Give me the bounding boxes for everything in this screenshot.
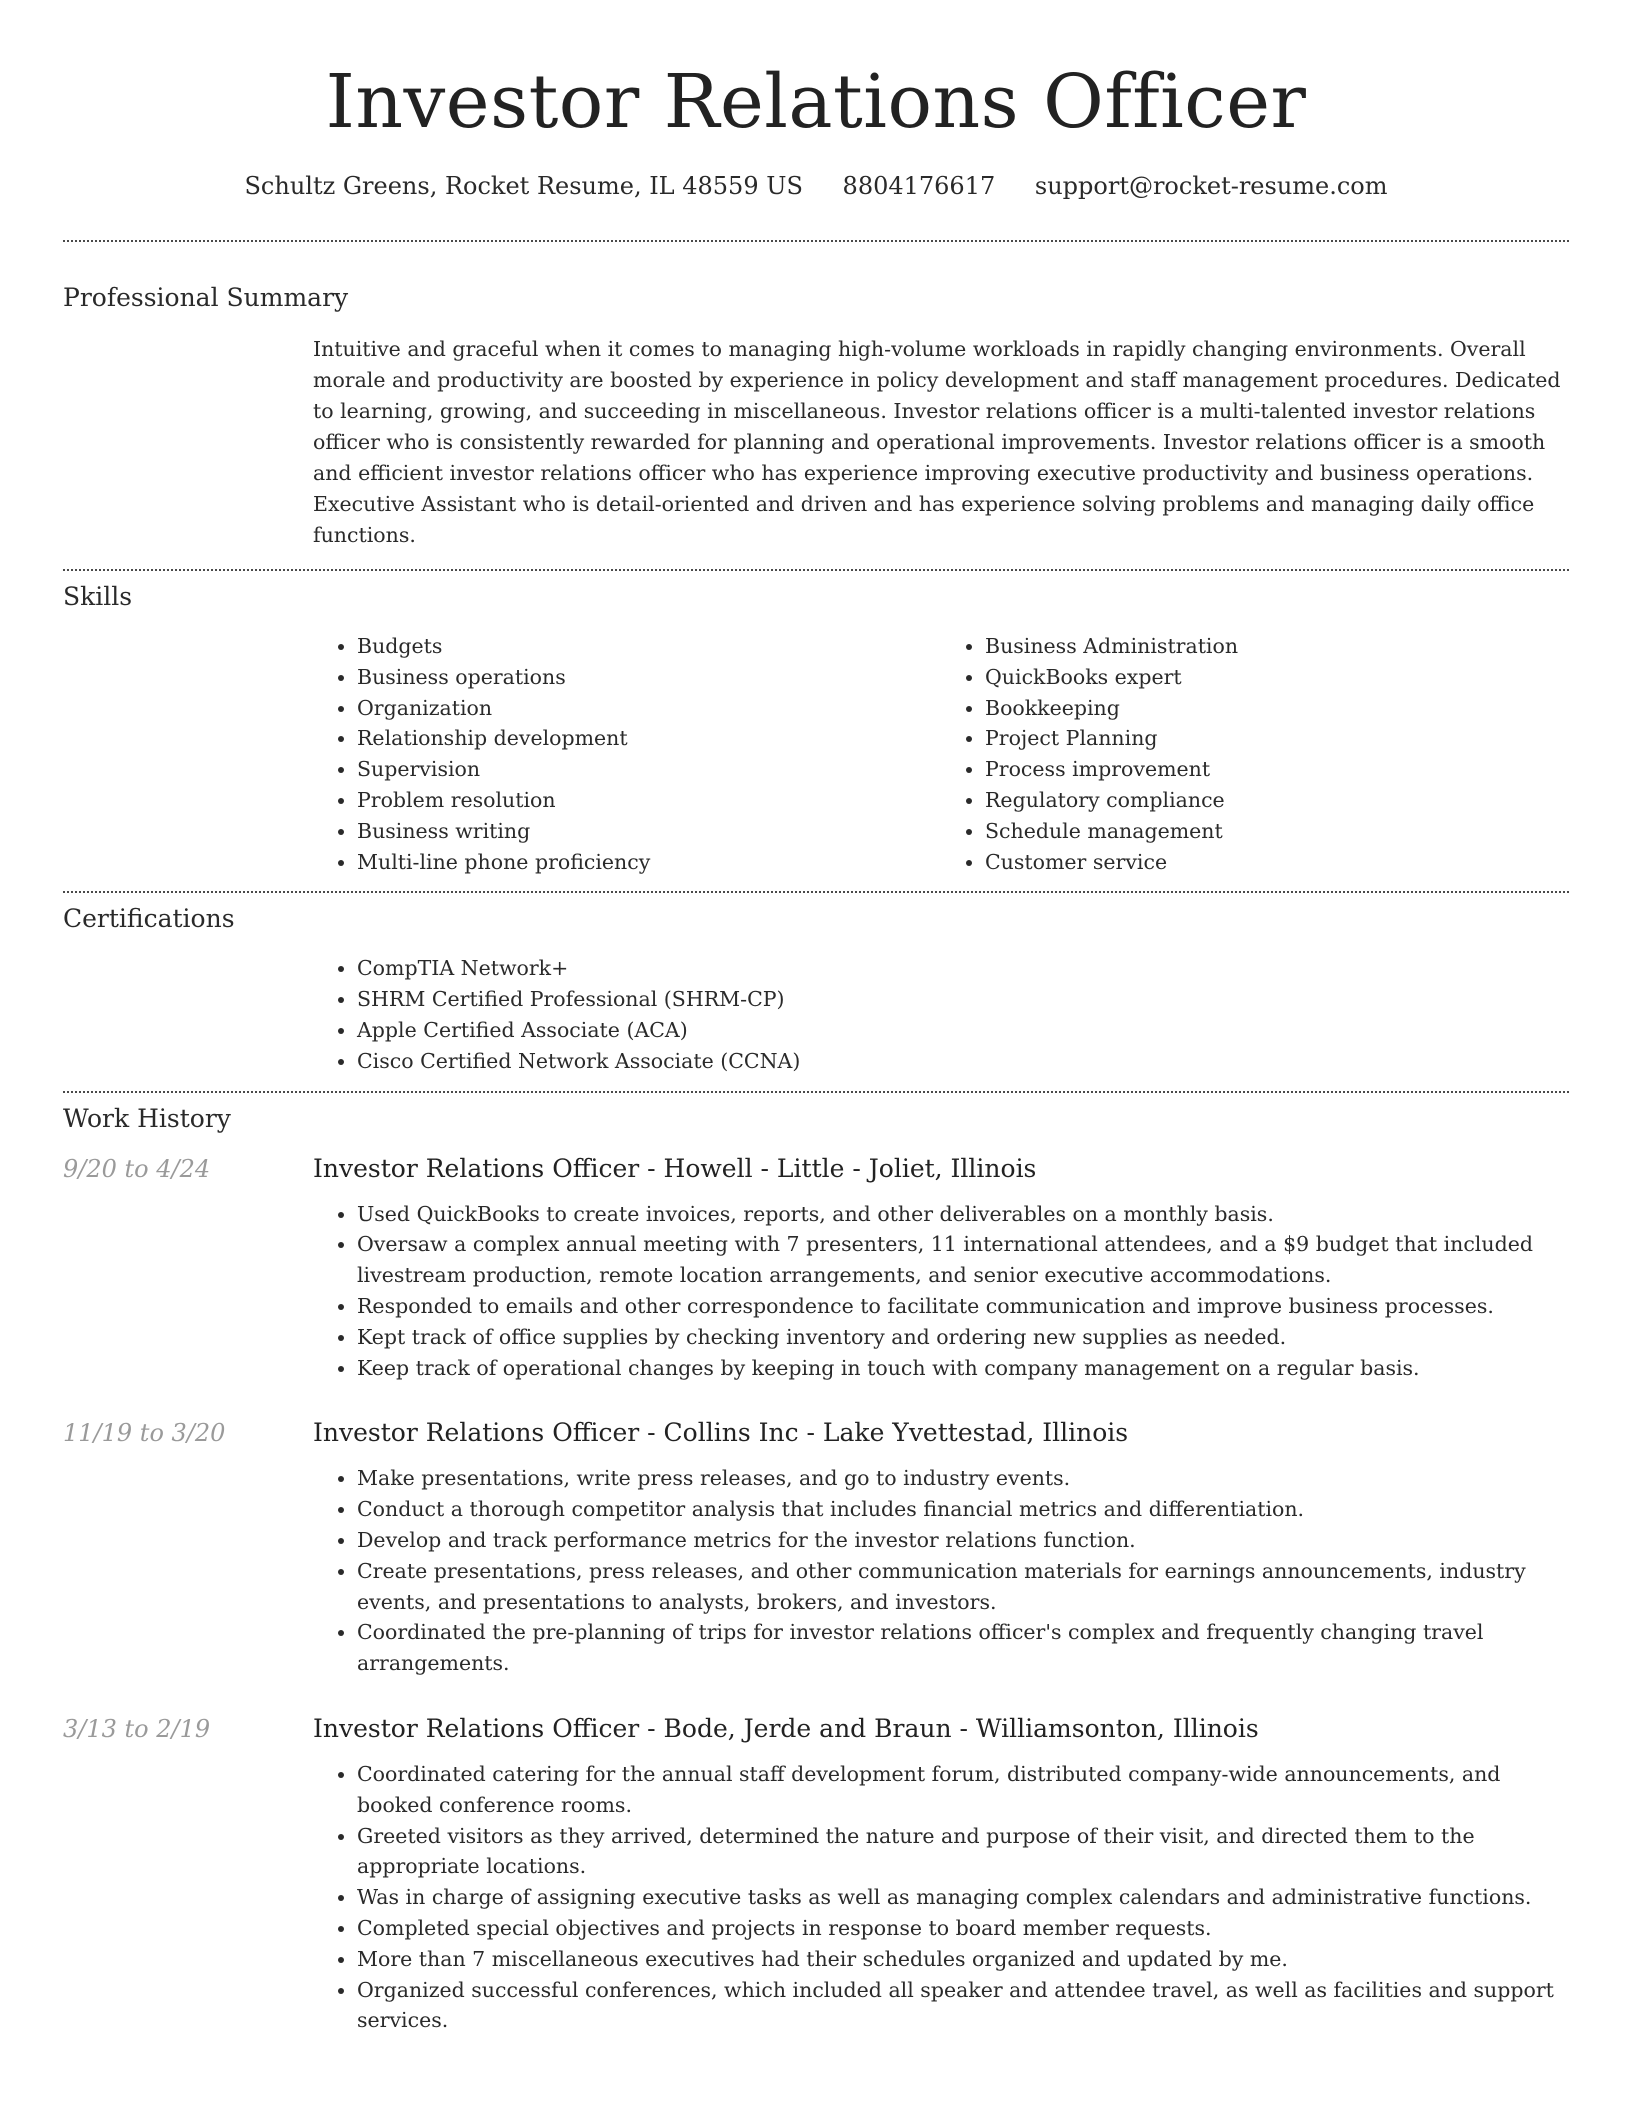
certifications-list [313, 953, 1569, 1090]
skill-item: • Organization [357, 693, 941, 724]
job-bullet: • Coordinated the pre-planning of trips for investor relations officer's complex and frequently changing travel arrangements. [357, 1617, 1569, 1679]
work-title: Work History [63, 1103, 231, 1133]
certification-item: • CompTIA Network+ [357, 953, 1569, 984]
job-dates: 9/20 to 4/24 [63, 1154, 211, 1183]
job-dates: 11/19 to 3/20 [63, 1419, 226, 1448]
skill-item: • Schedule management [985, 816, 1569, 847]
summary-title: Professional Summary [63, 283, 349, 312]
job-bullet: • Responded to emails and other correspondence to facilitate communication and improve business processes. [357, 1291, 1569, 1322]
work-section [63, 1093, 1569, 2037]
job-entry [63, 1713, 1569, 2036]
summary-section [63, 242, 1569, 569]
contact-address: Schultz Greens, Rocket Resume, IL 48559 US [244, 172, 803, 200]
job-list [63, 1153, 1569, 2037]
job-heading: Investor Relations Officer - Bode, Jerde and Braun - Williamsonton, Illinois [313, 1713, 1259, 1743]
skills-title: Skills [63, 582, 133, 611]
job-bullets [313, 1199, 1569, 1384]
job-dates: 3/13 to 2/19 [63, 1714, 211, 1743]
job-bullet: • More than 7 miscellaneous executives had their schedules organized and updated by me. [357, 1944, 1569, 1975]
job-bullets [313, 1759, 1569, 2036]
job-heading: Investor Relations Officer - Collins Inc - Lake Yvettestad, Illinois [313, 1418, 1129, 1448]
skills-section [63, 571, 1569, 891]
skill-item: • Business operations [357, 662, 941, 693]
job-bullet: • Kept track of office supplies by checking inventory and ordering new supplies as needed. [357, 1322, 1569, 1353]
skills-right-list [941, 631, 1569, 877]
job-bullet: • Develop and track performance metrics for the investor relations function. [357, 1525, 1569, 1556]
skill-item: • Process improvement [985, 754, 1569, 785]
skill-item: • Customer service [985, 847, 1569, 878]
job-bullet: • Was in charge of assigning executive tasks as well as managing complex calendars and administrative functions. [357, 1882, 1569, 1913]
skill-item: • Business Administration [985, 631, 1569, 662]
certifications-section [63, 893, 1569, 1090]
skills-left-list [313, 631, 941, 877]
skill-item: • Budgets [357, 631, 941, 662]
certification-item: • Cisco Certified Network Associate (CCNA) [357, 1046, 1569, 1077]
job-bullet: • Greeted visitors as they arrived, determined the nature and purpose of their visit, and directed them to the appropriate locations. [357, 1821, 1569, 1883]
skill-item: • Project Planning [985, 723, 1569, 754]
job-bullet: • Conduct a thorough competitor analysis that includes financial metrics and differentiation. [357, 1494, 1569, 1525]
contact-phone: 8804176617 [842, 172, 996, 200]
job-bullets [313, 1463, 1569, 1679]
job-bullet: • Coordinated catering for the annual staff development forum, distributed company-wide announcements, and booked conference rooms. [357, 1759, 1569, 1821]
skill-item: • Problem resolution [357, 785, 941, 816]
skills-columns [313, 631, 1569, 891]
skill-item: • Business writing [357, 816, 941, 847]
job-entry [63, 1153, 1569, 1384]
job-body [313, 1713, 1569, 2036]
job-bullet: • Create presentations, press releases, and other communication materials for earnings announcements, industry events, and presentations to analysts, brokers, and investors. [357, 1556, 1569, 1618]
contact-email: support@rocket-resume.com [1034, 172, 1388, 200]
skill-item: • Regulatory compliance [985, 785, 1569, 816]
job-body [313, 1417, 1569, 1679]
certifications-title: Certifications [63, 904, 235, 934]
job-bullet: • Completed special objectives and projects in response to board member requests. [357, 1913, 1569, 1944]
skill-item: • Multi-line phone proficiency [357, 847, 941, 878]
skill-item: • Relationship development [357, 723, 941, 754]
skill-item: • QuickBooks expert [985, 662, 1569, 693]
job-entry [63, 1417, 1569, 1679]
summary-text: Intuitive and graceful when it comes to managing high-volume workloads in rapidly changing environments. Overall morale and productivity are boosted by experience in policy development and staff management procedures. Dedicated to learning, growing, and succeeding in miscellaneous. Investor relations officer is a multi-talented investor relations officer who is consistently rewarded for planning and operational improvements. Investor relations officer is a smooth and efficient investor relations officer who has experience improving executive productivity and business operations. Executive Assistant who is detail-oriented and driven and has experience solving problems and managing daily office functions. [313, 337, 1561, 547]
certification-item: • Apple Certified Associate (ACA) [357, 1015, 1569, 1046]
job-bullet: • Keep track of operational changes by keeping in touch with company management on a regular basis. [357, 1353, 1569, 1384]
contact-line [63, 170, 1569, 202]
job-bullet: • Oversaw a complex annual meeting with 7 presenters, 11 international attendees, and a $9 budget that included livestream production, remote location arrangements, and senior executive accommodations. [357, 1229, 1569, 1291]
job-bullet: • Organized successful conferences, which included all speaker and attendee travel, as well as facilities and support services. [357, 1975, 1569, 2037]
candidate-name: Investor Relations Officer [325, 59, 1307, 145]
job-heading: Investor Relations Officer - Howell - Little - Joliet, Illinois [313, 1153, 1037, 1183]
job-bullet: • Used QuickBooks to create invoices, reports, and other deliverables on a monthly basis. [357, 1199, 1569, 1230]
skill-item: • Bookkeeping [985, 693, 1569, 724]
job-bullet: • Make presentations, write press releases, and go to industry events. [357, 1463, 1569, 1494]
job-body [313, 1153, 1569, 1384]
skill-item: • Supervision [357, 754, 941, 785]
certification-item: • SHRM Certified Professional (SHRM-CP) [357, 984, 1569, 1015]
